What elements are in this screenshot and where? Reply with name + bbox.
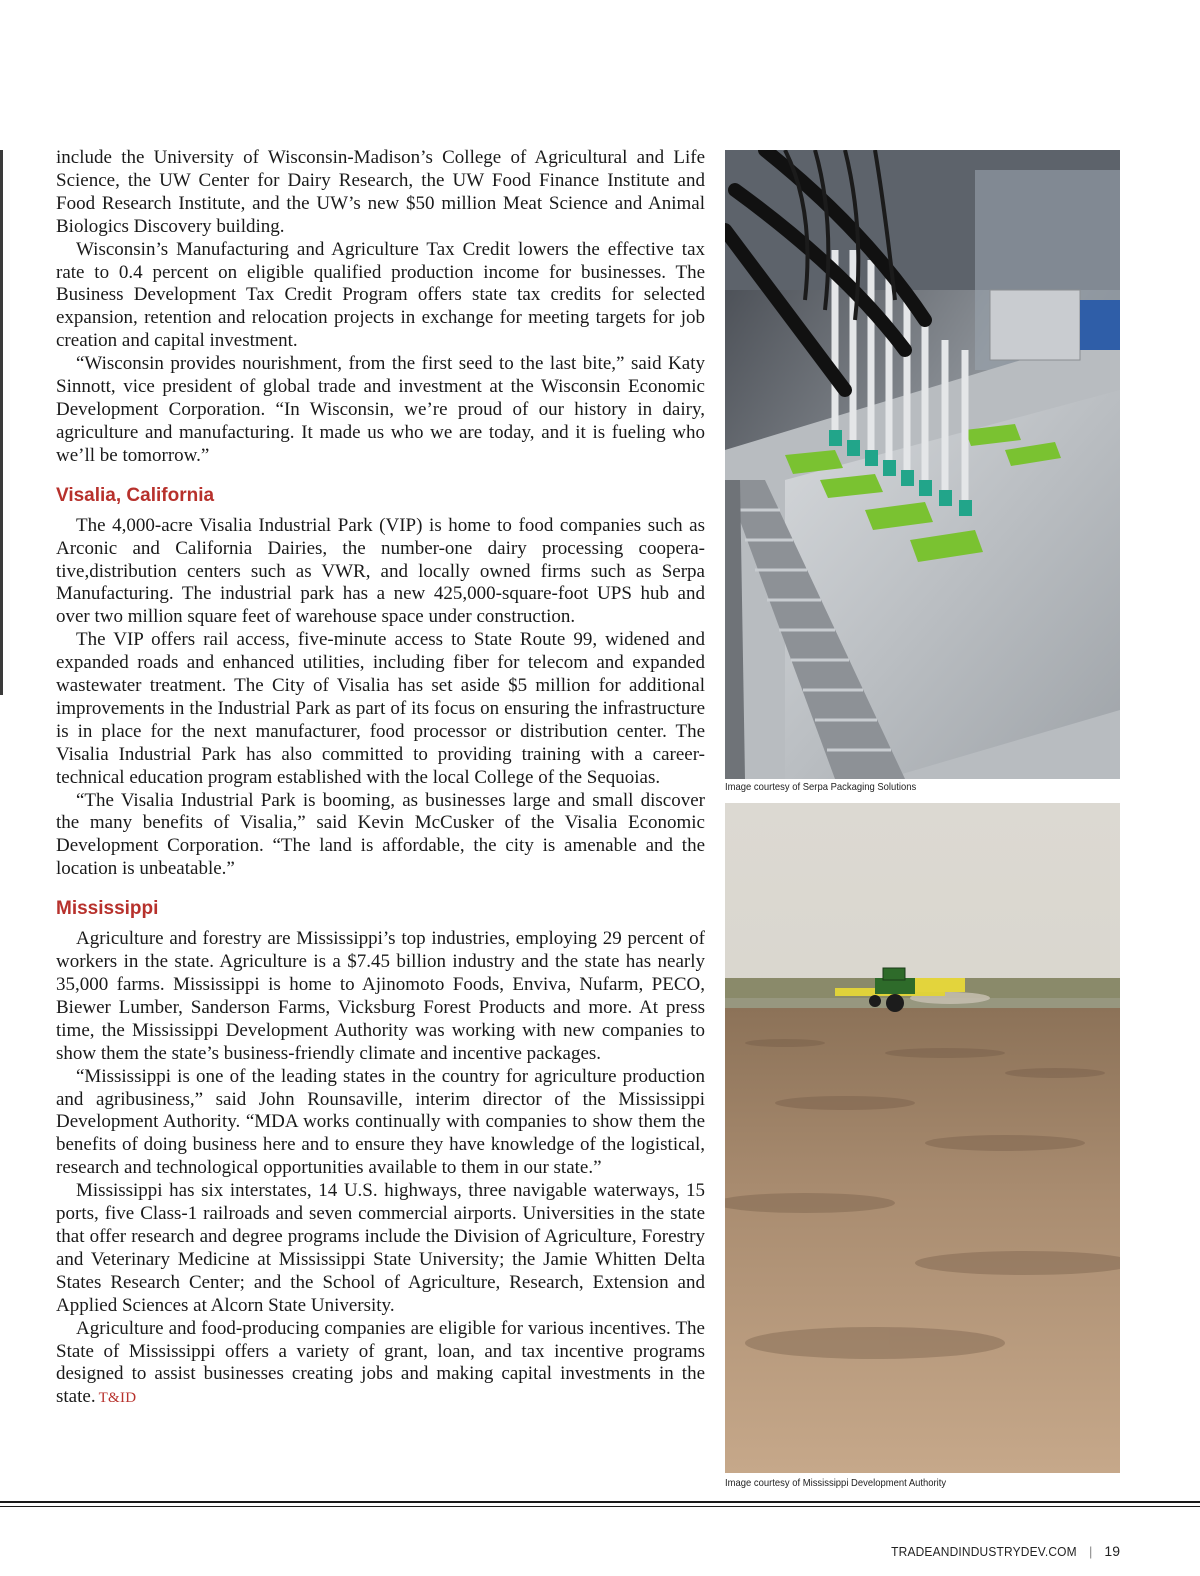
paragraph-mississippi-infrastructure: Mississippi has six interstates, 14 U.S. highways, three navigable waterways, 15 ports, five Class-1 railroads and seven commercial airports. Universities in the state that offer research and degree programs include the Division of Agriculture, Forestry and Veterinary Medicine at Mississippi State University; the Jamie Whitten Delta States Research Center; and the School of Agriculture, Research, Extension and Applied Sciences at Alcorn State University.	[56, 1180, 705, 1316]
paragraph-visalia-quote: “The Visalia Industrial Park is booming, as businesses large and small discover the many benefits of Visalia,” said Kevin McCusker of the Visalia Economic Development Corporation. “The land is affordable, the city is amenable and the location is unbeatable.”	[56, 789, 705, 880]
bottom-rule-thick	[0, 1501, 1200, 1503]
paragraph-mississippi-industries: Agriculture and forestry are Mississippi’s top industries, employing 29 percent of workers in the state. Agriculture is a $7.45 billion industry and the state has nearly 35,000 farms. Mississippi is home to Ajinomoto Foods, Enviva, Nufarm, PECO, Biewer Lumber, Sanderson Farms, Vicksburg Forest Products and more. At press time, the Mississippi Development Authority was working with new companies to show them the state’s business-friendly climate and incentive packages.	[56, 928, 705, 1064]
bottom-rule-thin	[0, 1506, 1200, 1507]
left-margin-rule	[0, 150, 3, 695]
packaging-photo-credit: Image courtesy of Serpa Packaging Solutions	[725, 781, 917, 793]
article-column	[56, 147, 705, 1410]
packaging-machine-photo	[725, 150, 1120, 779]
paragraph-wisconsin-tax-credit: Wisconsin’s Manufacturing and Agriculture Tax Credit lowers the effective tax rate to 0.4 percent on eligible qualified production income for businesses. The Business Development Tax Credit Program offers state tax credits for selected expansion, retention and relocation projects in exchange for meeting targets for job creation and capital investment.	[56, 238, 705, 352]
paragraph-mississippi-incentives	[56, 1318, 705, 1411]
field-tractor-photo	[725, 803, 1120, 1473]
footer-separator: |	[1089, 1543, 1093, 1559]
footer-site-name: TRADEANDINDUSTRYDEV.COM	[891, 1543, 1078, 1559]
page-number: 19	[1104, 1543, 1120, 1559]
page-footer	[875, 1543, 1120, 1559]
end-mark: T&ID	[98, 1390, 137, 1407]
heading-visalia: Visalia, California	[56, 484, 215, 506]
paragraph-visalia-access: The VIP offers rail access, five-minute access to State Route 99, widened and expanded roads and enhanced utilities, including fiber for telecom and expanded wastewater treatment. The City of Visalia has set aside $5 million for additional improvements in the Industrial Park as part of its focus on ensuring the infrastructure is in place for the next manufacturer, food processor or distribution center. The Visalia Industrial Park has also committed to providing training with a career-technical education program established with the local College of the Sequoias.	[56, 629, 705, 788]
heading-mississippi: Mississippi	[56, 898, 159, 920]
paragraph-visalia-park: The 4,000-acre Visalia Industrial Park (VIP) is home to food companies such as Arconic and California Dairies, the number-one dairy processing cooperative,distribution centers such as VWR, and locally owned firms such as Serpa Manufacturing. The industrial park has a new 425,000-square-foot UPS hub and over two million square feet of warehouse space under construction.	[56, 514, 705, 628]
paragraph-mississippi-quote: “Mississippi is one of the leading states in the country for agriculture production and agribusiness,” said John Rounsaville, interim director of the Mississippi Development Authority. “MDA works continually with companies to show them the benefits of doing business here and to ensure they have knowledge of the logistical, research and technological opportunities available to them in our state.”	[56, 1065, 705, 1179]
paragraph-wisconsin-universities: include the University of Wisconsin-Madison’s College of Agricultural and Life Science, the UW Center for Dairy Research, the UW Food Finance Institute and Food Research Institute, and the UW’s new $50 million Meat Science and Animal Biologics Discovery building.	[56, 147, 705, 237]
field-photo-credit: Image courtesy of Mississippi Development Authority	[725, 1477, 947, 1489]
paragraph-mississippi-incentives-text: Agriculture and food-producing companies are eligible for various incentives. The State of Mississippi offers a variety of grant, loan, and tax incentive programs designed to assist businesses creating jobs and making capital investments in the state.	[56, 1317, 705, 1408]
paragraph-wisconsin-quote: “Wisconsin provides nourishment, from the first seed to the last bite,” said Katy Sinnott, vice president of global trade and investment at the Wisconsin Economic Development Corporation. “In Wisconsin, we’re proud of our history in dairy, agriculture and manufacturing. It made us who we are today, and it is fueling who we’ll be tomorrow.”	[56, 353, 705, 466]
